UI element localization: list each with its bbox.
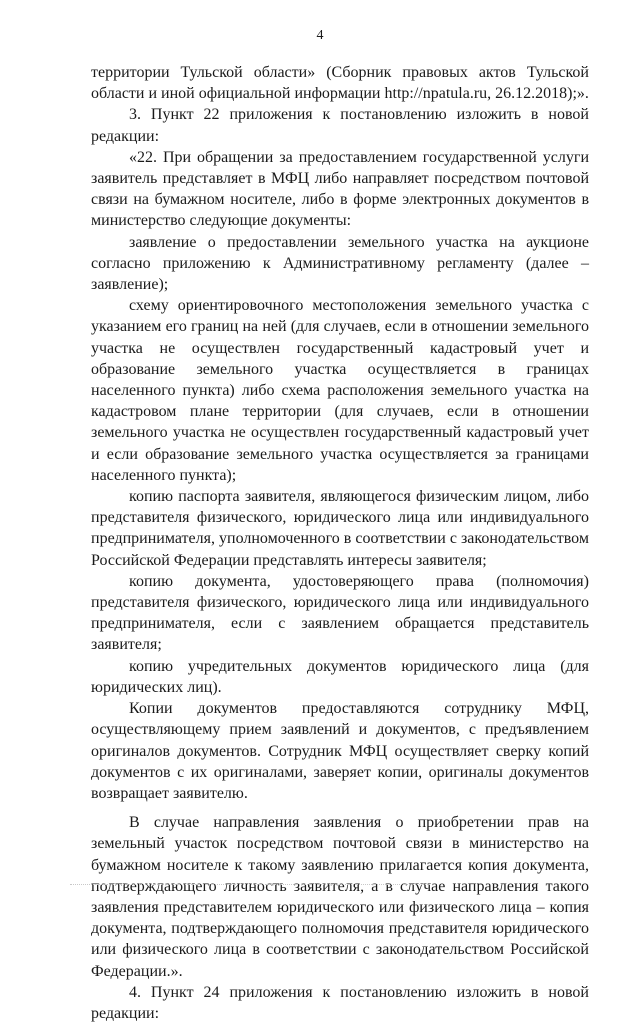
paragraph-copies: Копии документов предоставляются сотруднику МФЦ, осуществляющему прием заявлений и документов, с предъявлением оригиналов документов. Сотрудник МФЦ осуществляет сверку копий документов с их оригиналами, заверяет копии, оригиналы документов возвращает заявителю. [91,700,589,802]
paragraph-authority: копию документа, удостоверяющего права (полномочия) представителя физического, юридического лица или индивидуального предпринимателя, если с заявлением обращается представитель заявителя; [91,572,589,654]
document-body [91,62,589,1024]
scan-artifact-line [70,884,430,887]
paragraph-continuation: территории Тульской области» (Сборник правовых актов Тульской области и иной официальной информации http://npatula.ru, 26.12.2018);». [91,64,589,103]
paragraph-passport: копию паспорта заявителя, являющегося физическим лицом, либо представителя физического, юридического лица или индивидуального предпринимателя, уполномоченного в соответствии с законодательством Российской Федерации представлять интересы заявителя; [91,488,589,569]
paragraph-postal: В случае направления заявления о приобретении прав на земельный участок посредством почтовой связи в министерство на бумажном носителе к такому заявлению прилагается копия документа, подтверждающего личность заявителя, а в случае направления такого заявления представителем юридического или физического лица – копия документа, подтверждающего полномочия представителя юридического или физического лица в соответствии с законодательством Российской Федерации.». [91,814,589,980]
paragraph-scheme: схему ориентировочного местоположения земельного участка с указанием его границ на ней (для случаев, если в отношении земельного участка не осуществлен государственный кадастровый учет и образование земельного участка осуществляется в границах населенного пункта) либо схема расположения земельного участка на кадастровом плане территории (для случаев, если в отношении земельного участка не осуществлен государственный кадастровый учет и если образование земельного участка осуществляется за границами населенного пункта); [91,297,589,484]
page-number: 4 [316,28,324,43]
paragraph-founding-docs: копию учредительных документов юридического лица (для юридических лиц). [91,657,589,696]
paragraph-item-4: 4. Пункт 24 приложения к постановлению изложить в новой редакции: [91,983,589,1022]
paragraph-clause-22: «22. При обращении за предоставлением государственной услуги заявитель представляет в МФЦ либо направляет посредством почтовой связи на бумажном носителе, либо в форме электронных документов в министерство следующие документы: [91,148,589,230]
paragraph-item-3: 3. Пункт 22 приложения к постановлению изложить в новой редакции: [91,106,589,145]
paragraph-application: заявление о предоставлении земельного участка на аукционе согласно приложению к Административному регламенту (далее – заявление); [91,233,589,294]
